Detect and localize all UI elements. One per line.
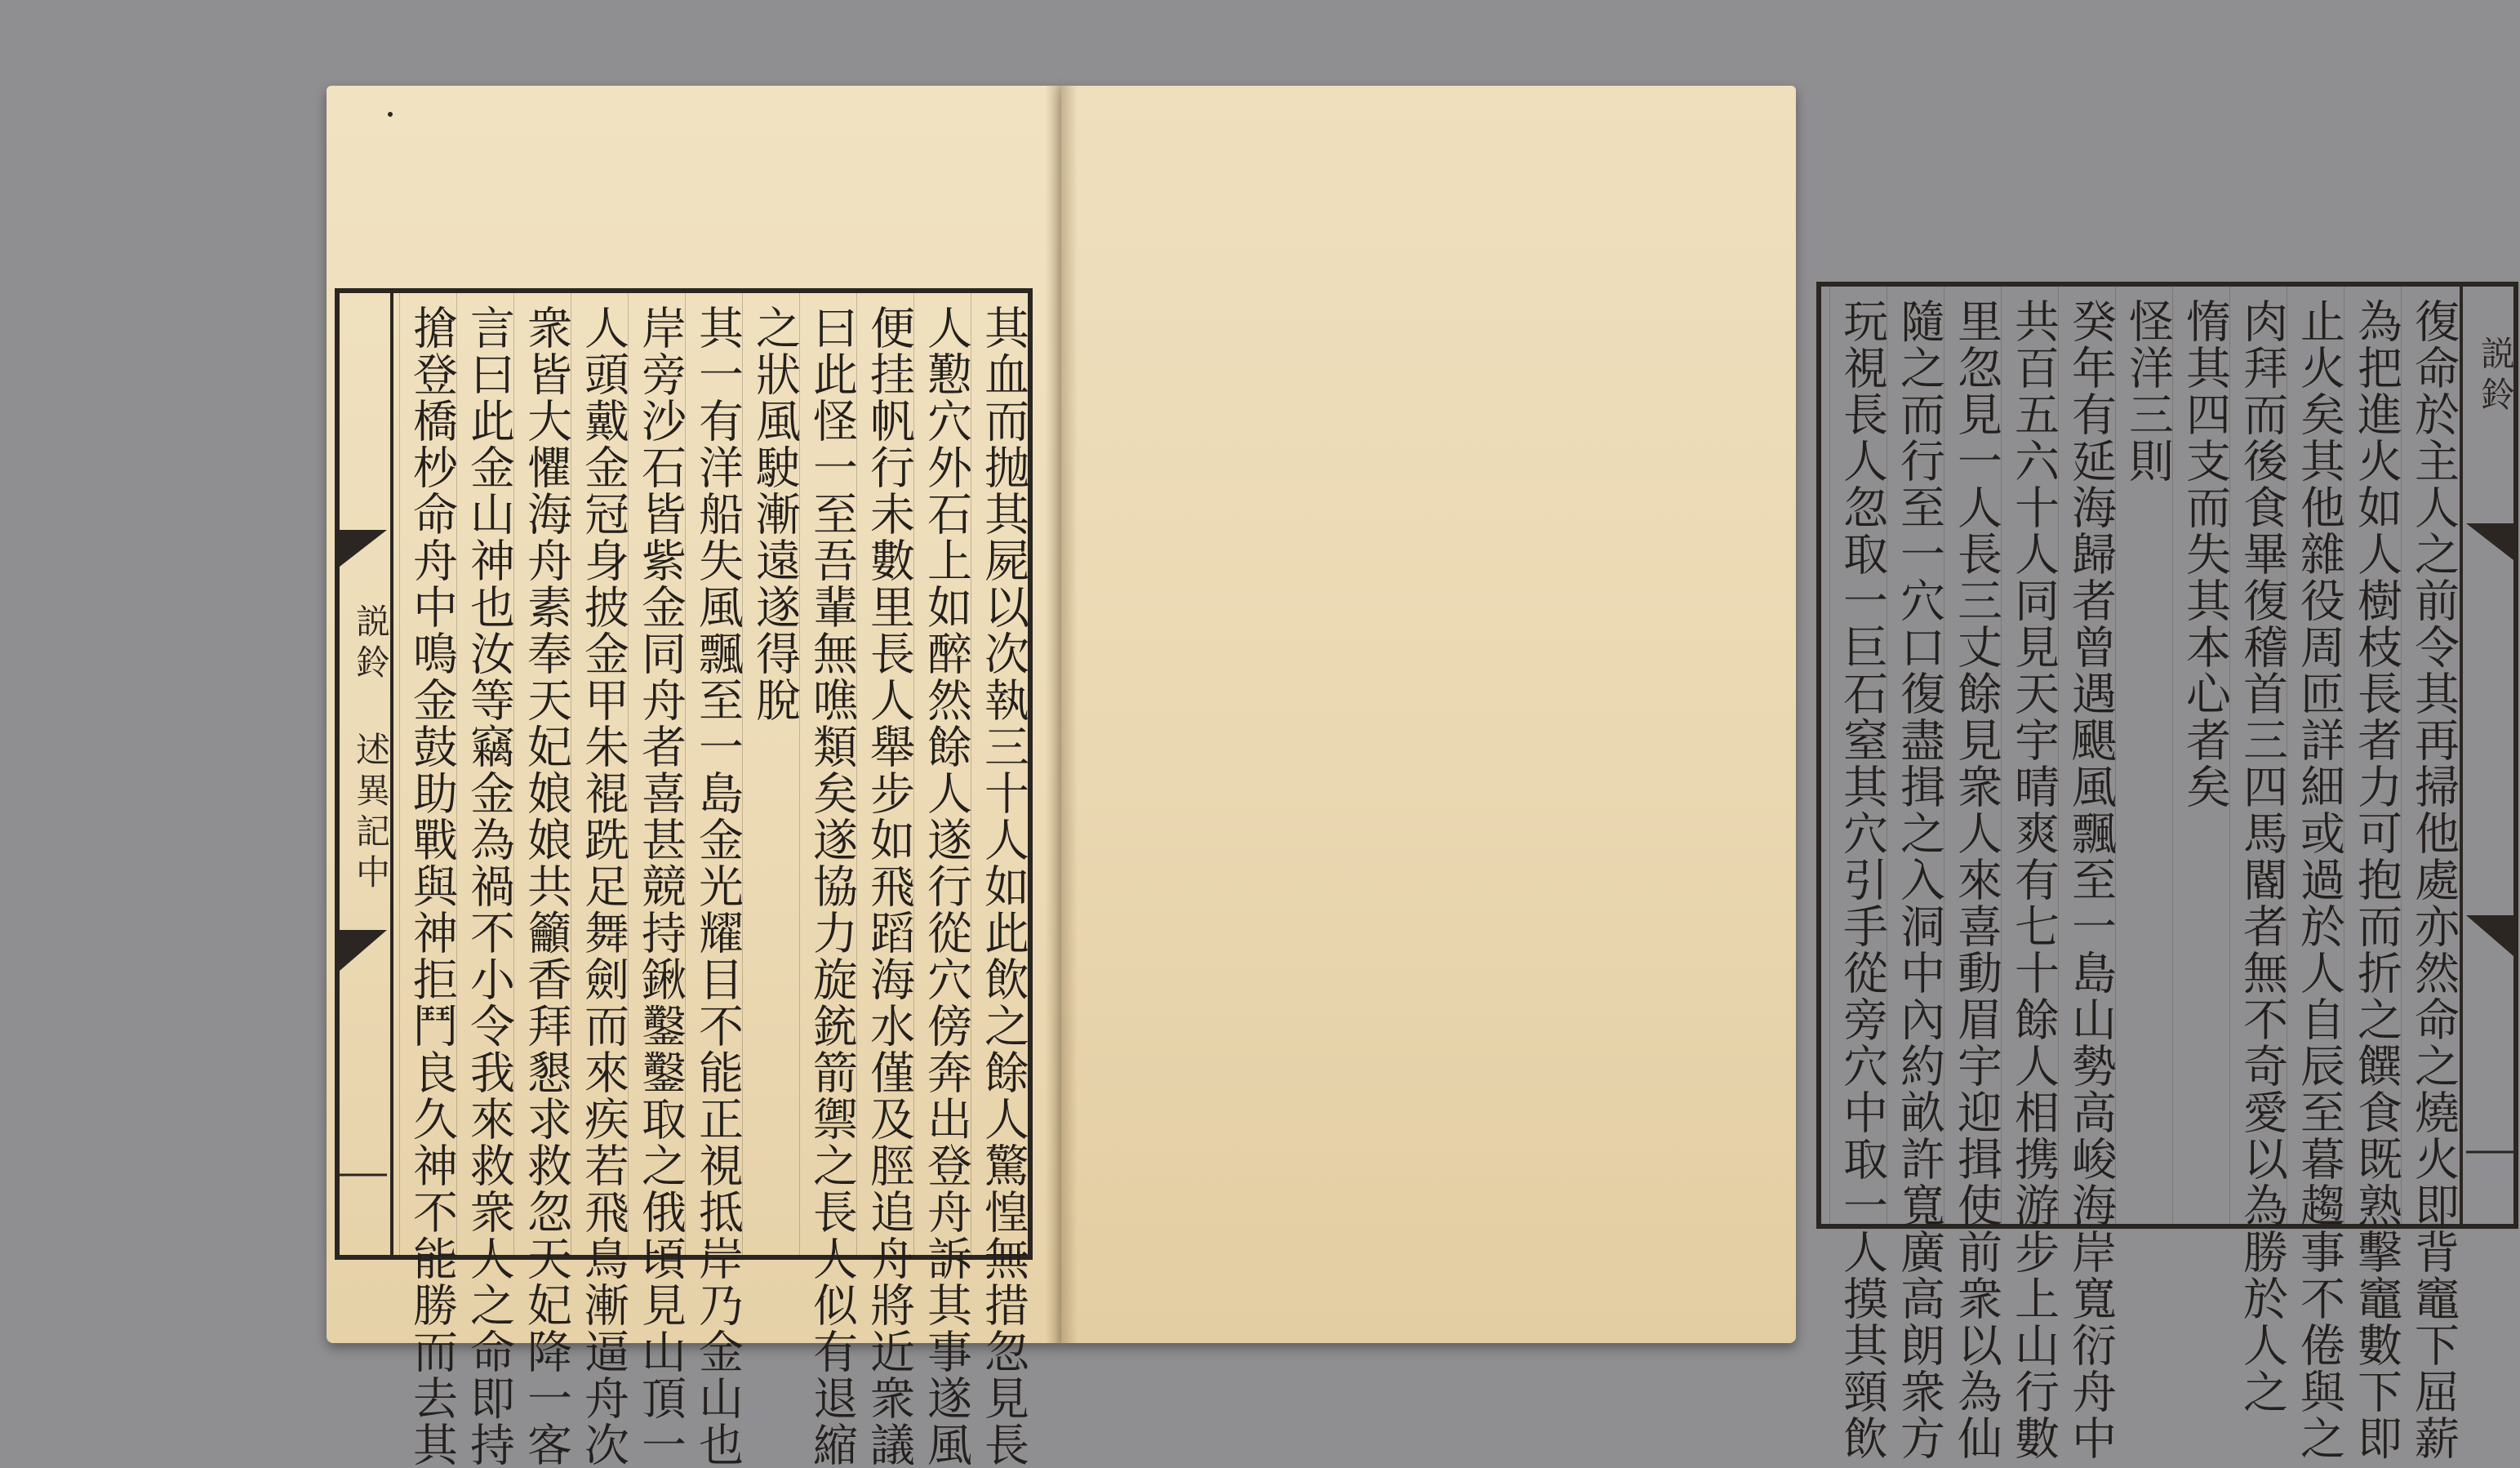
text-column: 言曰此金山神也汝等竊金為禍不小令我來救衆人之命即持 (463, 305, 515, 1468)
book-gutter (1045, 86, 1078, 1343)
left-page-frame (335, 288, 1033, 1468)
text-column: 里忽見一人長三丈餘見衆人來喜動眉宇迎揖使前衆以為仙 (1950, 298, 2002, 1461)
fish-tail-mark-icon (2463, 287, 2513, 1226)
column-rule (1829, 287, 1830, 1224)
left-page-banxin (340, 293, 393, 1255)
text-column: 岸旁沙石皆紫金同舟者喜甚競持鍬鑿鑿取之俄頃見山頂一 (634, 305, 687, 1468)
open-book (327, 86, 2516, 1468)
text-column: 曰此怪一至吾輩無噍類矣遂協力旋銃箭禦之長人似有退縮 (806, 305, 858, 1468)
text-column: 其一有洋船失風飄至一島金光耀目不能正視抵岸乃金山也 (691, 305, 744, 1468)
text-column: 止火矣其他雜役周匝詳細或過於人自辰至暮趨事不倦與之 (2293, 298, 2345, 1461)
text-column: 玩視長人忽取一巨石窒其穴引手從旁穴中取一人摸其頸飲 (1836, 298, 1888, 1461)
text-column: 人懃穴外石上如醉然餘人遂行從穴傍奔出登舟訴其事遂風 (920, 305, 972, 1468)
text-column: 搶登橋杪命舟中鳴金鼓助戰與神拒鬥良久神不能勝而去其 (406, 305, 458, 1468)
right-page-frame (1816, 282, 2518, 1461)
text-column: 惰其四支而失其本心者矣 (2179, 298, 2231, 810)
text-column: 其血而抛其屍以次執三十人如此飲之餘人驚惶無措忽見長 (977, 305, 1029, 1468)
left-page (327, 86, 1061, 1468)
text-column: 共百五六十人同見天宇晴爽有七十餘人相携游步上山行數 (2007, 298, 2060, 1461)
text-column: 之狀風駛漸遠遂得脫 (749, 305, 801, 723)
text-column: 怪洋三則 (2122, 298, 2174, 484)
text-column: 便挂帆行未數里長人舉步如飛蹈海水僅及脛追舟將近衆議 (863, 305, 915, 1468)
right-banxin-text: 説鈴 (2476, 336, 2516, 417)
right-page-banxin (2460, 287, 2516, 1224)
text-column: 為把進火如人樹枝長者力可抱而折之饌食既熟擊竈數下即 (2350, 298, 2402, 1461)
ink-dot (388, 112, 393, 117)
right-page (1061, 86, 2516, 1461)
column-rule (399, 293, 400, 1255)
text-column: 肉拜而後食畢復稽首三四馬閽者無不奇愛以為勝於人之 (2236, 298, 2288, 1415)
text-column: 癸年有延海歸者曾遇颶風飄至一島山勢高峻海岸寬衍舟中 (2064, 298, 2117, 1461)
text-column: 衆皆大懼海舟素奉天妃娘娘共籲香拜懇求救忽天妃降一客 (520, 305, 572, 1468)
text-column: 人頭戴金冠身披金甲朱裩跣足舞劍而來疾若飛鳥漸逼舟次 (577, 305, 629, 1468)
left-banxin-text: 説鈴 述異記中 (351, 603, 391, 895)
text-column: 復命於主人之前令其再掃他處亦然命之燒火即背竈下屈薪 (2407, 298, 2460, 1461)
text-column: 隨之而行至一穴口復盡揖之入洞中內約畝許寬廣高朗衆方 (1893, 298, 1945, 1461)
